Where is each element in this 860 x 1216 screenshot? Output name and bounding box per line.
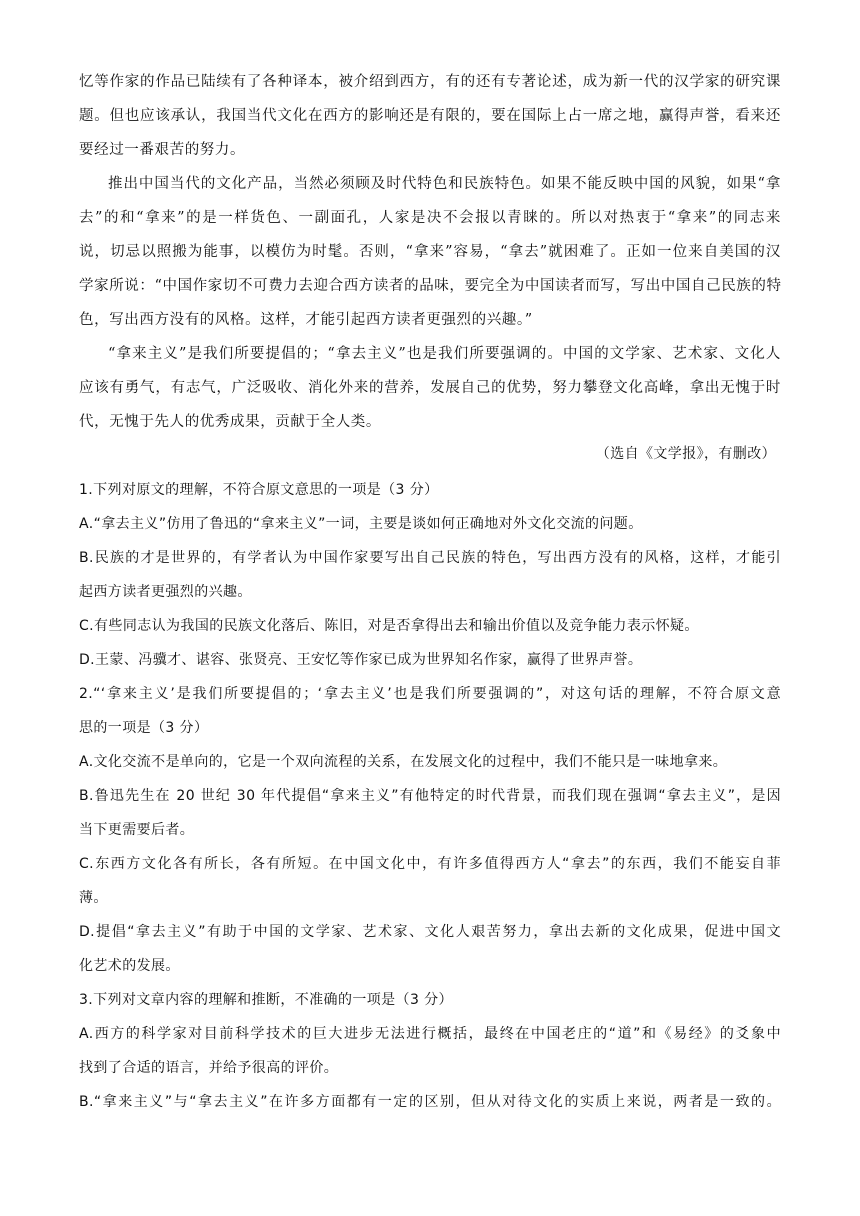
article-line: “拿来主义”是我们所要提倡的；“拿去主义”也是我们所要强调的。中国的文学家、艺术家、文化人: [108, 346, 781, 362]
question-2-stem: 2.“‘拿来主义’是我们所要提倡的；‘拿去主义’也是我们所要强调的”，对这句话的理解，不符合原文意: [79, 686, 781, 702]
article-line: 代，无愧于先人的优秀成果，贡献于全人类。: [79, 414, 381, 430]
question-1-option-b: B.民族的才是世界的，有学者认为中国作家要写出自己民族的特色，写出西方没有的风格，这样，才能引: [79, 550, 781, 566]
question-1-option-c: C.有些同志认为我国的民族文化落后、陈旧，对是否拿得出去和输出价值以及竞争能力表示怀疑。: [79, 618, 699, 634]
article-line: 题。但也应该承认，我国当代文化在西方的影响还是有限的，要在国际上占一席之地，赢得声誉，看来还: [79, 108, 781, 124]
question-2-stem-cont: 思的一项是（3 分）: [79, 720, 209, 736]
question-1-option-d: D.王蒙、冯骥才、谌容、张贤亮、王安忆等作家已成为世界知名作家，赢得了世界声誉。: [79, 652, 643, 668]
question-2-option-a: A.文化交流不是单向的，它是一个双向流程的关系，在发展文化的过程中，我们不能只是一味地拿来。: [79, 754, 728, 770]
question-2-option-d-cont: 化艺术的发展。: [79, 958, 180, 974]
article-line: 去”的和“拿来”的是一样货色、一副面孔，人家是决不会报以青睐的。所以对热衷于“拿来”的同志来: [79, 210, 781, 226]
question-3-option-a: A.西方的科学家对目前科学技术的巨大进步无法进行概括，最终在中国老庄的“道”和《易经》的爻象中: [79, 1026, 781, 1042]
article-line: 要经过一番艰苦的努力。: [79, 142, 246, 158]
question-1-option-b-cont: 起西方读者更强烈的兴趣。: [79, 584, 252, 600]
question-2-option-d: D.提倡“拿去主义”有助于中国的文学家、艺术家、文化人艰苦努力，拿出去新的文化成果，促进中国文: [79, 924, 781, 940]
article-line: 推出中国当代的文化产品，当然必须顾及时代特色和民族特色。如果不能反映中国的风貌，如果“拿: [108, 176, 781, 192]
article-line: 应该有勇气，有志气，广泛吸收、消化外来的营养，发展自己的优势，努力攀登文化高峰，拿出无愧于时: [79, 380, 781, 396]
question-2-option-c-cont: 薄。: [79, 890, 108, 906]
article-source: （选自《文学报》，有删改）: [595, 446, 776, 462]
question-3-option-b: B.“拿来主义”与“拿去主义”在许多方面都有一定的区别，但从对待文化的实质上来说，两者是一致的。: [79, 1094, 781, 1110]
question-1-stem: 1.下列对原文的理解，不符合原文意思的一项是（3 分）: [79, 482, 439, 498]
question-2-option-b: B.鲁迅先生在 20 世纪 30 年代提倡“拿来主义”有他特定的时代背景，而我们现在强调“拿去主义”，是因: [79, 788, 781, 804]
question-2-option-c: C.东西方文化各有所长，各有所短。在中国文化中，有许多值得西方人“拿去”的东西，我们不能妄自菲: [79, 856, 781, 872]
question-1-option-a: A.“拿去主义”仿用了鲁迅的“拿来主义”一词，主要是谈如何正确地对外文化交流的问题。: [79, 516, 643, 532]
question-2-option-b-cont: 当下更需要后者。: [79, 822, 195, 838]
question-3-stem: 3.下列对文章内容的理解和推断，不准确的一项是（3 分）: [79, 992, 453, 1008]
article-line: 色，写出西方没有的风格。这样，才能引起西方读者更强烈的兴趣。”: [79, 312, 533, 328]
article-line: 忆等作家的作品已陆续有了各种译本，被介绍到西方，有的还有专著论述，成为新一代的汉学家的研究课: [79, 74, 781, 90]
article-line: 说，切忌以照搬为能事，以模仿为时髦。否则，“拿来”容易，“拿去”就困难了。正如一位来自美国的汉: [79, 244, 781, 260]
question-3-option-a-cont: 找到了合适的语言，并给予很高的评价。: [79, 1060, 339, 1076]
article-line: 学家所说：“中国作家切不可费力去迎合西方读者的品味，要完全为中国读者而写，写出中国自己民族的特: [79, 278, 782, 294]
